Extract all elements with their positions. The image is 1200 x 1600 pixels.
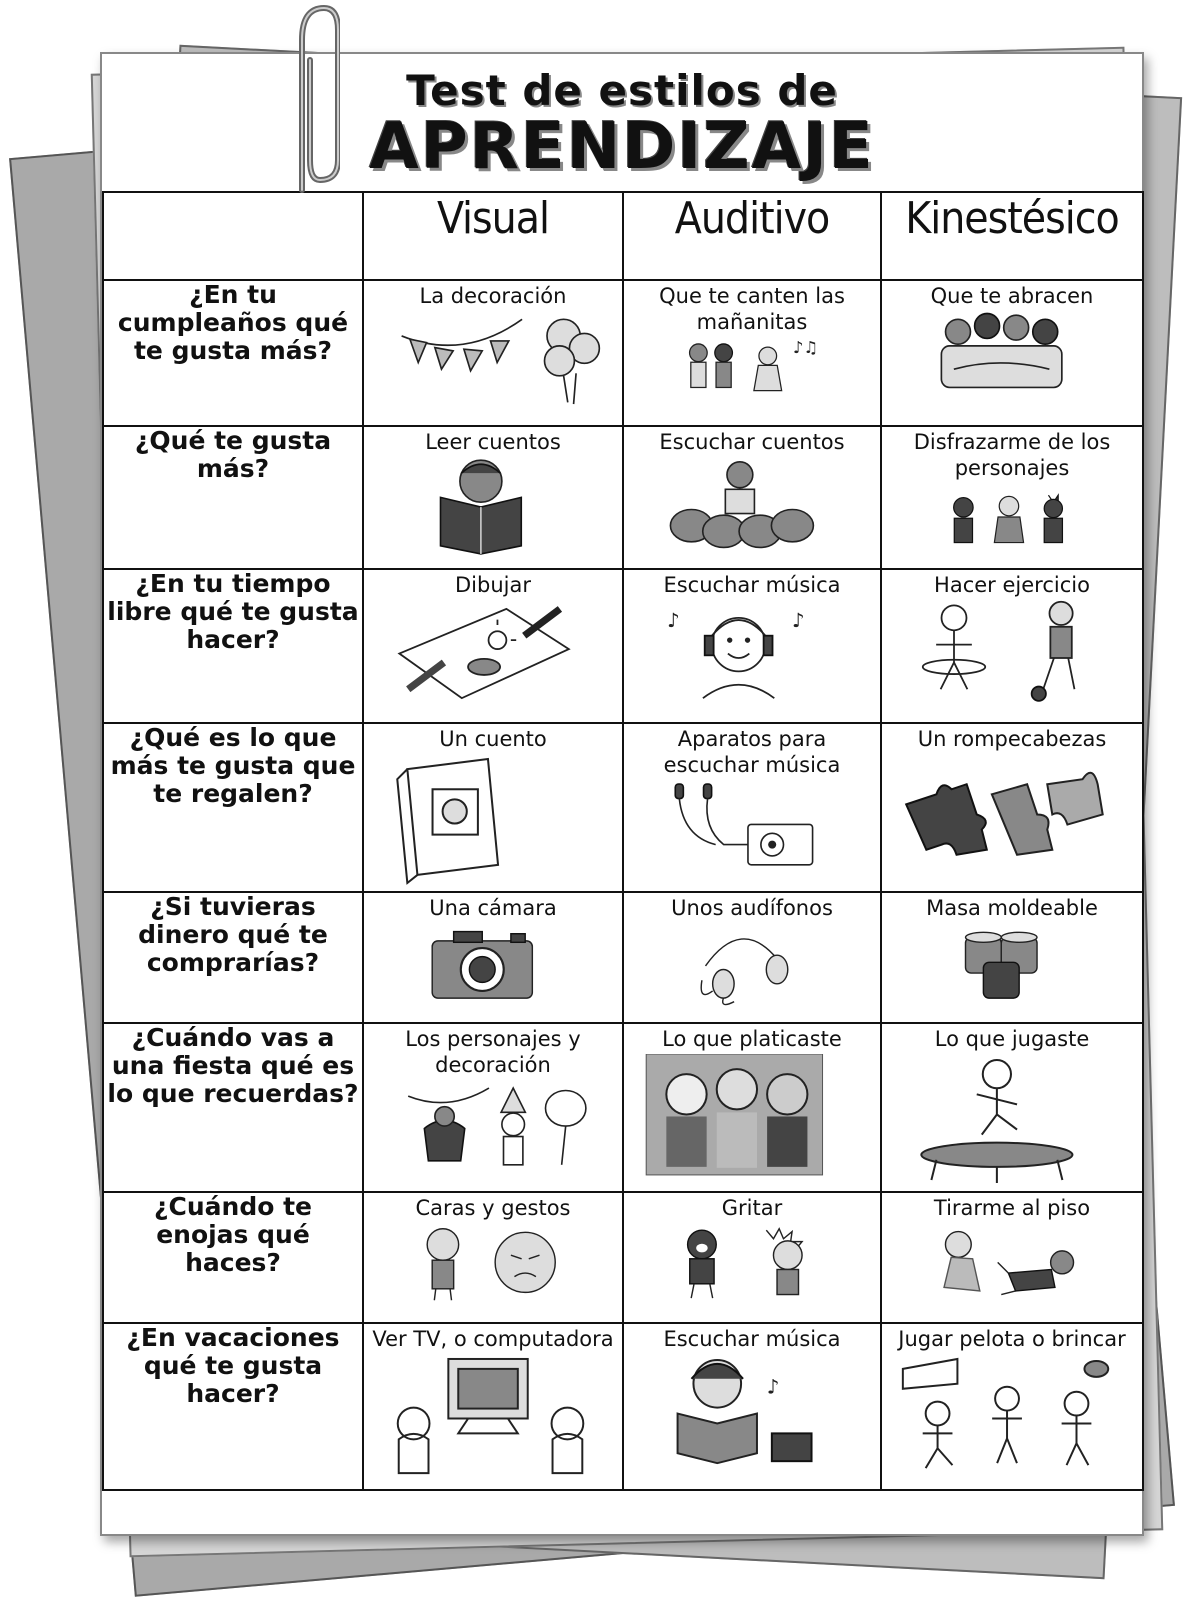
headphones-icon [624, 923, 880, 1016]
camera-icon [364, 923, 622, 1016]
answer-cell [881, 426, 1143, 569]
costumed-kids-icon [882, 483, 1142, 562]
answer-cell [881, 280, 1143, 426]
answer-label: Lo que jugaste [934, 1027, 1090, 1051]
column-header-visual: Visual [363, 192, 623, 280]
storytime-group-icon [624, 457, 880, 562]
svg-text:♪: ♪ [792, 608, 805, 632]
answer-cell [363, 426, 623, 569]
question-row [103, 426, 1143, 569]
question-cell: ¿En vacaciones qué te gusta hacer? [103, 1323, 363, 1490]
puzzle-pieces-icon [882, 754, 1142, 885]
answer-cell [363, 892, 623, 1023]
question-row [103, 569, 1143, 723]
paperclip-icon [280, 0, 340, 200]
answer-cell [363, 1192, 623, 1323]
question-cell: ¿Qué es lo que más te gusta que te regalen? [103, 723, 363, 892]
answer-cell [881, 569, 1143, 723]
party-characters-icon [364, 1080, 622, 1185]
answer-cell [623, 1323, 881, 1490]
tantrum-floor-icon [882, 1223, 1142, 1316]
play-dough-icon [882, 923, 1142, 1016]
answer-label: Escuchar música [663, 1327, 841, 1351]
kids-hugging-icon [882, 311, 1142, 419]
answer-label: Gritar [721, 1196, 783, 1220]
svg-text:♪: ♪ [667, 608, 680, 632]
kids-exercise-icon [882, 600, 1142, 716]
question-row [103, 280, 1143, 426]
answer-label: Que te abracen [930, 284, 1094, 308]
answer-cell [363, 280, 623, 426]
answer-label: Lo que platicaste [662, 1027, 842, 1051]
headphones-face-icon [624, 600, 880, 716]
question-row [103, 1192, 1143, 1323]
answer-cell [363, 723, 623, 892]
answer-label: Un rompecabezas [917, 727, 1107, 751]
answer-label: Leer cuentos [425, 430, 561, 454]
question-cell: ¿Cuándo vas a una fiesta qué es lo que recuerdas? [103, 1023, 363, 1192]
answer-cell [623, 426, 881, 569]
answer-label: Jugar pelota o brincar [898, 1327, 1126, 1351]
answer-cell [881, 1323, 1143, 1490]
boy-reading-icon [364, 457, 622, 562]
answer-label: Ver TV, o computadora [372, 1327, 614, 1351]
question-cell: ¿Qué te gusta más? [103, 426, 363, 569]
answer-label: Una cámara [429, 896, 557, 920]
learning-styles-table [102, 191, 1144, 1491]
answer-label: Unos audífonos [671, 896, 833, 920]
trampoline-icon [882, 1054, 1142, 1185]
answer-label: Los personajes y decoración [405, 1027, 581, 1077]
corner-cell [103, 192, 363, 280]
storybook-icon [364, 754, 622, 885]
title-line-2: APRENDIZAJE [369, 110, 875, 184]
question-row [103, 892, 1143, 1023]
column-header-auditivo: Auditivo [623, 192, 881, 280]
worksheet [100, 52, 1144, 1536]
column-header-kinestesico: Kinestésico [881, 192, 1143, 280]
answer-cell [881, 723, 1143, 892]
kids-yelling-icon [624, 1223, 880, 1316]
answer-cell [363, 569, 623, 723]
answer-label: Caras y gestos [415, 1196, 571, 1220]
answer-cell [623, 569, 881, 723]
answer-cell [623, 892, 881, 1023]
title-line-1: Test de estilos de [406, 66, 838, 115]
bunting-balloons-icon [364, 311, 622, 419]
answer-label: Dibujar [455, 573, 531, 597]
answer-cell [881, 892, 1143, 1023]
question-cell: ¿Si tuvieras dinero qué te comprarías? [103, 892, 363, 1023]
answer-cell [623, 1192, 881, 1323]
kids-chatting-icon [624, 1054, 880, 1185]
answer-cell [363, 1323, 623, 1490]
answer-cell [881, 1192, 1143, 1323]
answer-label: Que te canten las mañanitas [659, 284, 845, 334]
kids-playing-ball-icon [882, 1354, 1142, 1483]
boy-music-book-icon [624, 1354, 880, 1483]
answer-label: Disfrazarme de los personajes [913, 430, 1111, 480]
answer-label: Aparatos para escuchar música [663, 727, 841, 777]
drawing-paper-icon [364, 600, 622, 716]
answer-cell [881, 1023, 1143, 1192]
kids-singing-icon [624, 337, 880, 419]
answer-label: Escuchar música [663, 573, 841, 597]
svg-text:♪: ♪ [766, 1375, 780, 1399]
angry-faces-icon [364, 1223, 622, 1316]
answer-cell [623, 280, 881, 426]
question-cell: ¿Cuándo te enojas qué haces? [103, 1192, 363, 1323]
question-row [103, 1323, 1143, 1490]
question-cell: ¿En tu tiempo libre qué te gusta hacer? [103, 569, 363, 723]
answer-label: Masa moldeable [926, 896, 1098, 920]
answer-label: Un cuento [439, 727, 547, 751]
question-row [103, 1023, 1143, 1192]
music-player-icon [624, 780, 880, 885]
answer-cell [363, 1023, 623, 1192]
question-cell: ¿En tu cumpleaños qué te gusta más? [103, 280, 363, 426]
answer-label: La decoración [419, 284, 567, 308]
answer-label: Escuchar cuentos [659, 430, 845, 454]
answer-cell [623, 1023, 881, 1192]
question-row [103, 723, 1143, 892]
answer-cell [623, 723, 881, 892]
svg-text:♪♫: ♪♫ [793, 337, 819, 357]
header-row [103, 192, 1143, 280]
answer-label: Hacer ejercicio [934, 573, 1090, 597]
answer-label: Tirarme al piso [933, 1196, 1091, 1220]
computer-kids-icon [364, 1354, 622, 1483]
